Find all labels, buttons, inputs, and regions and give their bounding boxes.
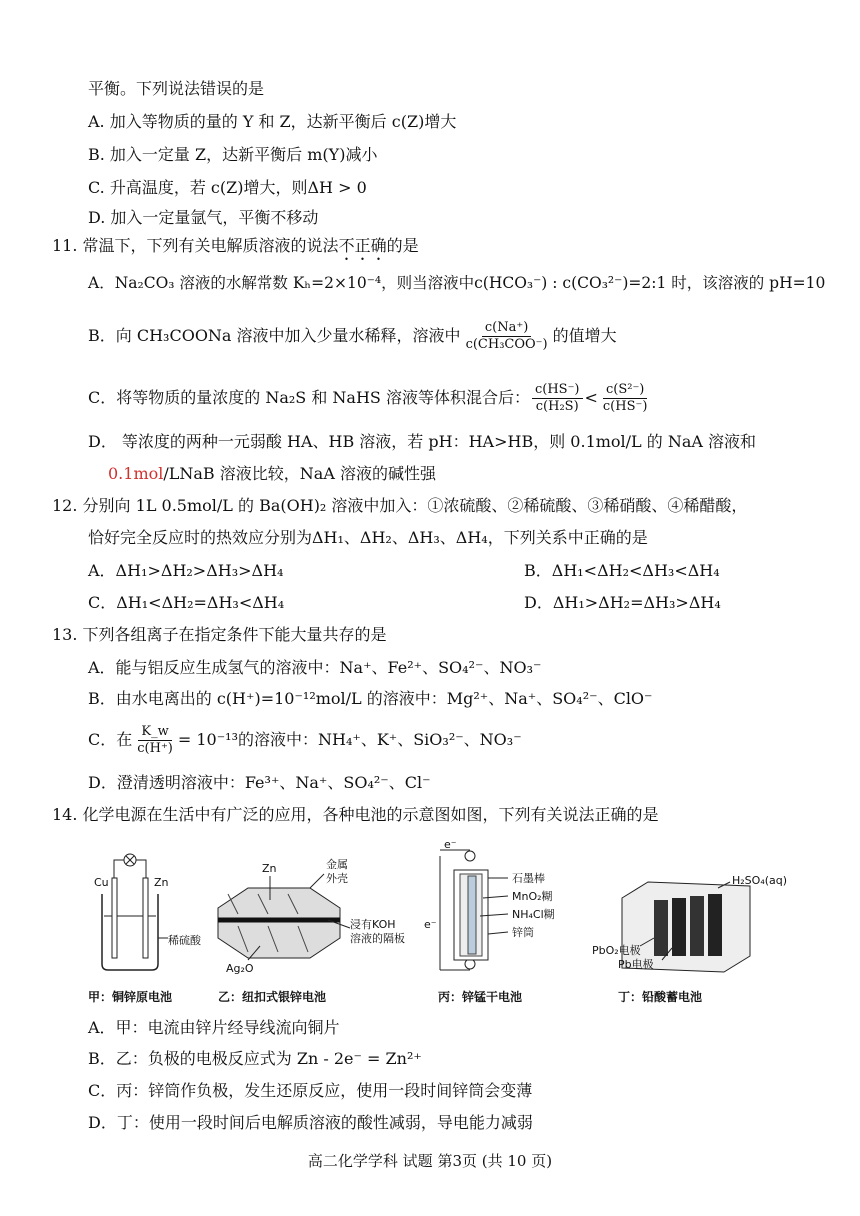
q11-a-post: =2:1 时，该溶液的 pH=10 [628,274,826,292]
q13-option-c [88,722,522,758]
battery-figure [88,838,788,1008]
q11-b-pre: B．向 CH₃COONa 溶液中加入少量水稀释，溶液中 [88,326,461,345]
q10-option-c: C. 升高温度，若 c(Z)增大，则ΔH > 0 [88,178,367,197]
jia-label-cu: Cu [94,876,109,889]
q14-stem-text: 化学电源在生活中有广泛的应用，各种电池的示意图如图，下列有关说法正确的是 [82,805,659,824]
yi-label-metal: 金属 [326,858,348,871]
q11-c-fraction-1 [532,382,583,415]
q13-c-fraction [134,724,176,757]
yi-label-shell: 外壳 [326,872,348,885]
q11-b-post: 的值增大 [552,326,617,345]
yi-label-zn: Zn [262,862,277,875]
q12-option-b: B．ΔH₁<ΔH₂<ΔH₃<ΔH₄ [524,561,720,580]
q14-option-c: C．丙：锌筒作负极，发生还原反应，使用一段时间锌筒会变薄 [88,1081,533,1100]
q13-option-a: A．能与铝反应生成氢气的溶液中：Na⁺、Fe²⁺、SO₄²⁻、NO₃⁻ [88,658,542,677]
q11-option-a [88,272,825,294]
q11-c-den1: c(H₂S) [535,399,579,414]
q12-number: 12. [52,496,78,515]
q11-c-den2: c(HS⁻) [602,399,648,414]
q11-stem-post: 的是 [386,236,419,255]
q10-option-b: B. 加入一定量 Z，达新平衡后 m(Y)减小 [88,145,378,164]
ding-label-pb: Pb电极 [618,958,654,971]
q14-option-b: B．乙：负极的电极反应式为 Zn - 2e⁻ = Zn²⁺ [88,1049,422,1068]
q11-option-d-line2 [108,463,436,485]
q13-c-post: = 10⁻¹³的溶液中：NH₄⁺、K⁺、SiO₃²⁻、NO₃⁻ [177,730,522,749]
q11-option-b [88,318,617,354]
bing-label-mno2: MnO₂糊 [512,890,553,903]
jia-label-zn: Zn [154,876,169,889]
q12-stem1: 分别向 1L 0.5mol/L 的 Ba(OH)₂ 溶液中加入：①浓硫酸、②稀硫酸、③稀硝酸、④稀醋酸， [82,496,748,515]
q11-c-less-than: < [584,388,598,407]
q10-option-a: A. 加入等物质的量的 Y 和 Z，达新平衡后 c(Z)增大 [88,112,457,131]
q11-a-ratio: c(HCO₃⁻) : c(CO₃²⁻) [474,274,629,292]
q11-c-fraction-2 [600,382,651,415]
zinc-manganese-cell-drawing [440,850,508,970]
q13-stem-text: 下列各组离子在指定条件下能大量共存的是 [82,625,387,644]
q11-c-pre: C．将等物质的量浓度的 Na₂S 和 NaHS 溶液等体积混合后： [88,388,530,407]
q11-b-denominator: c(CH₃COO⁻) [465,337,548,352]
q12-option-d: D．ΔH₁>ΔH₂=ΔH₃>ΔH₄ [524,593,721,612]
bing-label-zinc-can: 锌筒 [512,926,534,939]
q11-number: 11. [52,236,78,255]
q13-stem [52,624,387,646]
q14-option-a: A．甲：电流由锌片经导线流向铜片 [88,1018,340,1037]
q13-c-pre: C．在 [88,730,133,749]
jia-label-electrolyte: 稀硫酸 [168,934,201,947]
q12-option-c: C．ΔH₁<ΔH₂=ΔH₃<ΔH₄ [88,593,285,612]
q12-option-a: A．ΔH₁>ΔH₂>ΔH₃>ΔH₄ [88,561,284,580]
q13-option-b: B．由水电离出的 c(H⁺)=10⁻¹²mol/L 的溶液中：Mg²⁺、Na⁺、SO₄²⁻、ClO⁻ [88,689,653,708]
q13-c-numerator: K_w [138,724,171,741]
ding-label-acid: H₂SO₄(aq) [732,874,788,887]
q11-d-line2-rest: /LNaB 溶液比较，NaA 溶液的碱性强 [163,464,436,483]
bing-label-graphite: 石墨棒 [512,872,545,885]
q12-stem-line2: 恰好完全反应时的热效应分别为ΔH₁、ΔH₂、ΔH₃、ΔH₄，下列关系中正确的是 [88,528,648,547]
q11-stem-emph: 不正确 [338,236,387,255]
q11-c-num2: c(S²⁻) [603,382,647,399]
jia-caption: 甲：铜锌原电池 [88,990,173,1004]
ding-label-pbo2: PbO₂电极 [592,944,641,957]
q10-stem-tail: 平衡。下列说法错误的是 [88,79,265,98]
q14-number: 14. [52,805,78,824]
q13-number: 13. [52,625,78,644]
q13-c-denominator: c(H⁺) [137,741,173,756]
q11-b-fraction [463,320,551,353]
q10-option-d: D. 加入一定量氩气，平衡不移动 [88,208,319,227]
q11-c-num1: c(HS⁻) [532,382,583,399]
yi-label-ag2o: Ag₂O [226,962,254,975]
q11-a-pre: A．Na₂CO₃ 溶液的水解常数 Kₕ=2×10⁻⁴，则当溶液中 [88,274,475,292]
yi-label-separator: 溶液的隔板 [350,932,405,945]
q11-stem-pre: 常温下，下列有关电解质溶液的说法 [82,236,339,255]
bing-label-electron-side: e⁻ [424,918,437,931]
bing-label-nh4cl: NH₄Cl糊 [512,908,555,921]
q14-stem [52,804,659,826]
bing-label-electron-top: e⁻ [444,838,457,851]
q11-option-c [88,380,652,416]
copper-zinc-cell-drawing [102,854,168,970]
ding-caption: 丁：铅酸蓄电池 [618,990,703,1004]
q11-stem [52,235,419,264]
yi-label-koh: 浸有KOH [350,918,396,931]
q14-option-d: D．丁：使用一段时间后电解质溶液的酸性减弱，导电能力减弱 [88,1113,533,1132]
button-cell-drawing [218,874,350,960]
q11-b-numerator: c(Na⁺) [482,320,531,337]
q13-option-d: D．澄清透明溶液中：Fe³⁺、Na⁺、SO₄²⁻、Cl⁻ [88,773,431,792]
bing-caption: 丙：锌锰干电池 [438,990,523,1004]
q11-d-red-text: 0.1mol [108,464,164,483]
yi-caption: 乙：纽扣式银锌电池 [218,990,327,1004]
q12-stem-line1 [52,495,747,517]
q11-option-d-line1: D． 等浓度的两种一元弱酸 HA、HB 溶液，若 pH：HA>HB，则 0.1mol/L 的 NaA 溶液和 [88,432,757,451]
page-footer: 高二化学学科 试题 第3页 (共 10 页) [307,1152,553,1170]
